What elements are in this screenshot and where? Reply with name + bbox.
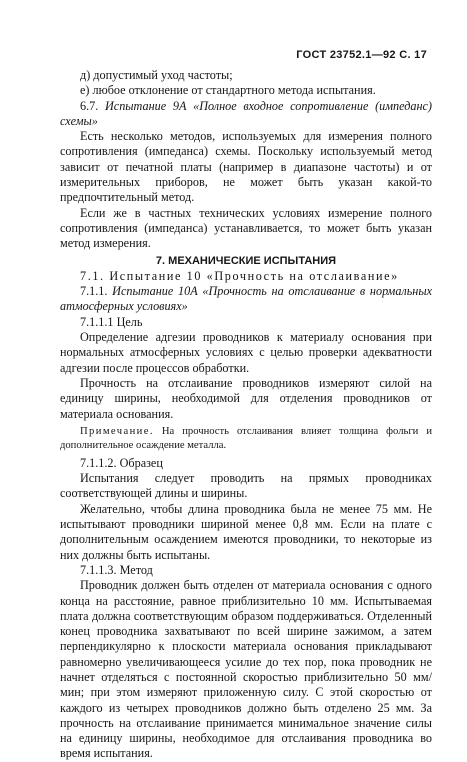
note-label: Примечание. xyxy=(80,425,154,437)
list-item-e: е) любое отклонение от стандартного метода испытания. xyxy=(80,83,376,98)
section-7-1-1-2-heading: 7.1.1.2. Образец xyxy=(80,455,163,470)
paragraph-purpose: Определение адгезии проводников к материалу основания при нормальных атмосферных условиях с целью проверки адекватности адгезии после процессов обработки. xyxy=(60,330,432,375)
paragraph-conductor-length: Желательно, чтобы длина проводника была не менее 75 мм. Не испытывают проводники шириной менее 0,8 мм. Если на плате с дополнительным осаждением имеются проводники, то некоторые из них должны быть испытаны. xyxy=(60,501,432,562)
paragraph-impedance-specification: Если же в частных технических условиях измерение полного сопротивления (импеданса) устанавливается, то может быть указан метод измерения. xyxy=(60,205,432,251)
section-7-1-1-heading xyxy=(60,284,432,315)
paragraph-method: Проводник должен быть отделен от материала основания с одного конца на расстояние, равное приблизительно 10 мм. Испытываемая плата должна соответствующим образом поддерживаться. Отделенный конец проводника захватывают по всей ширине зажимом, а затем перпендикулярно к плоскости материала основания прикладывают равномерно увеличивающееся усилие до тех пор, пока проводник не начнет отделяться с постоянной скоростью приблизительно 50 мм/мин; при этом измеряют приложенную силу. С этой скоростью от каждого из четырех проводников должно быть отделено 25 мм. За прочность на отслаивание принимается минимальное значение силы на единицу ширины, необходимое для отслаивания проводника во время испытания. xyxy=(60,578,432,761)
paragraph-peel-strength: Прочность на отслаивание проводников измеряют силой на единицу ширины, необходимой для отделения проводников от материала основания. xyxy=(60,375,432,421)
note xyxy=(60,425,432,453)
section-7-1-1-number: 7.1.1. xyxy=(80,284,108,299)
section-7-1-1-3-heading: 7.1.1.3. Метод xyxy=(80,562,153,577)
section-6-7-number: 6.7. xyxy=(80,98,99,113)
list-item-d: д) допустимый уход частоты; xyxy=(80,68,233,82)
section-6-7-heading xyxy=(60,99,432,130)
paragraph-specimen: Испытания следует проводить на прямых проводниках соответствующей длины и ширины. xyxy=(60,471,432,501)
document-body xyxy=(60,68,432,762)
section-7-1-heading: 7.1. Испытание 10 «Прочность на отслаивание» xyxy=(80,268,399,283)
section-7-heading: 7. МЕХАНИЧЕСКИЕ ИСПЫТАНИЯ xyxy=(155,254,337,267)
section-7-1-1-title: Испытание 10А «Прочность на отслаивание в нормальных атмосферных условиях» xyxy=(60,284,432,314)
section-6-7-title: Испытание 9А «Полное входное сопротивление (импеданс) схемы» xyxy=(60,98,432,128)
page-header: ГОСТ 23752.1—92 С. 17 xyxy=(296,49,427,61)
section-7-1-1-1-heading: 7.1.1.1 Цель xyxy=(80,314,143,329)
note-text: На прочность отслаивания влияет толщина фольги и дополнительное осаждение металла. xyxy=(60,425,433,451)
paragraph-impedance-methods: Есть несколько методов, используемых для измерения полного сопротивления (импеданса) схемы. Поскольку используемый метод зависит от печатной платы (например в диапазоне частоты) и от измерительных приборов, не может быть указан какой-то предпочтительный метод. xyxy=(60,129,432,205)
